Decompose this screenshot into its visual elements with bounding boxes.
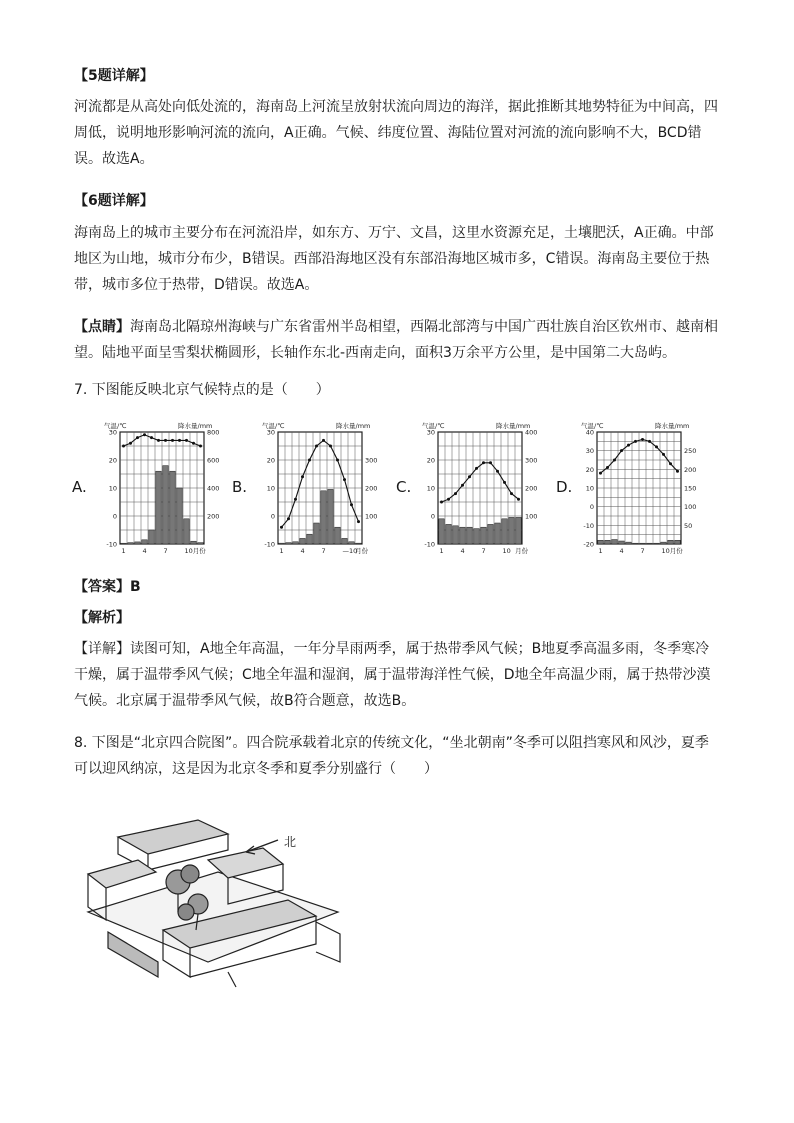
precip-bar xyxy=(640,543,645,544)
precip-bar xyxy=(121,543,126,544)
precip-tick: 800 xyxy=(207,428,220,437)
temp-tick: 30 xyxy=(585,447,594,456)
precip-bar xyxy=(177,488,182,544)
precip-tick: 100 xyxy=(684,503,697,512)
precip-bar xyxy=(619,541,624,544)
temp-tick: 10 xyxy=(426,484,435,493)
temperature-point xyxy=(350,503,353,506)
temp-tick: 30 xyxy=(108,428,117,437)
temp-tick: 10 xyxy=(266,484,275,493)
option-b-label: B. xyxy=(232,478,248,496)
temp-axis-label: 气温/℃ xyxy=(104,422,127,430)
climate-chart-a xyxy=(100,418,230,558)
precip-bar xyxy=(612,540,617,544)
x-tick: 月份 xyxy=(515,547,529,555)
x-tick: 10月份 xyxy=(184,547,206,555)
option-d-label: D. xyxy=(556,478,573,496)
precip-bar xyxy=(149,530,154,544)
precip-bar xyxy=(605,540,610,544)
temperature-point xyxy=(164,439,167,442)
temp-tick: -10 xyxy=(106,540,117,549)
temp-tick: 0 xyxy=(430,512,435,521)
precip-bar xyxy=(647,543,652,544)
x-tick: 1 xyxy=(279,547,284,555)
temperature-point xyxy=(199,445,202,448)
x-tick: 4 xyxy=(619,547,624,555)
precip-bar xyxy=(516,517,521,544)
x-tick: 1 xyxy=(121,547,126,555)
temperature-point xyxy=(185,439,188,442)
temperature-point xyxy=(280,526,283,529)
temperature-point xyxy=(468,475,471,478)
precip-bar xyxy=(191,541,196,544)
temperature-point xyxy=(171,439,174,442)
x-tick: 10 xyxy=(502,547,511,555)
precip-bar xyxy=(502,519,507,544)
temperature-point xyxy=(287,517,290,520)
x-tick: —10 xyxy=(342,547,358,555)
temp-tick: 30 xyxy=(426,428,435,437)
temperature-point xyxy=(322,439,325,442)
precip-bar xyxy=(128,543,133,544)
temp-tick: 20 xyxy=(585,465,594,474)
precip-bar xyxy=(135,542,140,544)
temp-axis-label: 气温/℃ xyxy=(422,422,445,430)
precip-bar xyxy=(633,543,638,544)
precip-bar xyxy=(446,524,451,544)
precip-tick: 400 xyxy=(207,484,220,493)
temperature-point xyxy=(308,459,311,462)
temperature-point xyxy=(136,436,139,439)
temperature-point xyxy=(655,445,658,448)
temp-tick: 20 xyxy=(108,456,117,465)
temp-axis-label: 气温/℃ xyxy=(262,422,285,430)
temperature-point xyxy=(648,440,651,443)
precip-tick: 150 xyxy=(684,484,697,493)
question-7-stem: 7. 下图能反映北京气候特点的是（ ） xyxy=(74,382,330,398)
dianjing-text: 海南岛北隔琼州海峡与广东省雷州半岛相望，西隔北部湾与中国广西壮族自治区钦州市、越南相望。陆地平面呈雪梨状椭圆形，长轴作东北-西南走向，面积3万余平方公里，是中国第二大岛屿。 xyxy=(74,319,718,361)
temperature-point xyxy=(606,466,609,469)
precip-tick: 400 xyxy=(525,428,538,437)
precip-bar xyxy=(307,534,312,544)
temperature-point xyxy=(517,498,520,501)
option-a-label: A. xyxy=(72,478,87,496)
precip-bar xyxy=(460,527,465,544)
x-tick: 7 xyxy=(321,547,326,555)
climate-chart-c xyxy=(418,418,548,558)
precip-bar xyxy=(321,491,326,544)
temperature-point xyxy=(662,453,665,456)
temperature-point xyxy=(447,498,450,501)
precip-bar xyxy=(453,526,458,544)
temperature-point xyxy=(496,470,499,473)
temperature-point xyxy=(294,498,297,501)
precip-bar xyxy=(439,519,444,544)
precip-bar xyxy=(474,529,479,544)
climate-chart-d xyxy=(577,418,707,558)
x-tick: 7 xyxy=(481,547,486,555)
temperature-point xyxy=(178,439,181,442)
x-tick: 1 xyxy=(598,547,603,555)
precip-bar xyxy=(488,524,493,544)
x-tick: 7 xyxy=(163,547,168,555)
temperature-point xyxy=(440,501,443,504)
precip-axis-label: 降水量/mm xyxy=(655,422,690,430)
precip-bar xyxy=(328,489,333,544)
precip-bar xyxy=(156,471,161,544)
temperature-point xyxy=(634,440,637,443)
temperature-point xyxy=(461,484,464,487)
precip-tick: 600 xyxy=(207,456,220,465)
north-label: 北 xyxy=(284,835,297,849)
temperature-point xyxy=(620,449,623,452)
temperature-point xyxy=(489,461,492,464)
precip-bar xyxy=(286,543,291,544)
temp-tick: 40 xyxy=(585,428,594,437)
precip-tick: 200 xyxy=(684,465,697,474)
precip-bar xyxy=(668,540,673,544)
analysis-7-label: 【解析】 xyxy=(74,610,130,626)
precip-tick: 100 xyxy=(365,512,378,521)
precip-bar xyxy=(654,543,659,544)
temp-tick: 0 xyxy=(270,512,275,521)
precip-bar xyxy=(467,527,472,544)
temp-tick: 10 xyxy=(585,484,594,493)
temperature-point xyxy=(150,436,153,439)
temperature-point xyxy=(329,445,332,448)
answer-7: 【答案】B xyxy=(74,579,141,595)
temp-tick: 20 xyxy=(426,456,435,465)
precip-bar xyxy=(342,538,347,544)
x-tick: 7 xyxy=(640,547,645,555)
precip-axis-label: 降水量/mm xyxy=(496,422,531,430)
section-6-header: 【6题详解】 xyxy=(74,193,154,209)
precip-bar xyxy=(184,519,189,544)
temp-tick: 0 xyxy=(112,512,117,521)
precip-bar xyxy=(335,527,340,544)
precip-tick: 100 xyxy=(525,512,538,521)
temperature-point xyxy=(599,472,602,475)
section-6-text: 海南岛上的城市主要分布在河流沿岸，如东方、万宁、文昌，这里水资源充足，土壤肥沃，A正确。中部地区为山地，城市分布少，B错误。西部沿海地区没有东部沿海地区城市多，C错误。海南岛主要位于热带，城市多位于热带，D错误。故选A。 xyxy=(74,225,714,293)
temperature-point xyxy=(122,445,125,448)
temp-tick: -10 xyxy=(424,540,435,549)
precip-tick: 200 xyxy=(207,512,220,521)
precip-bar xyxy=(314,523,319,544)
temperature-point xyxy=(143,433,146,436)
precip-bar xyxy=(293,542,298,544)
x-tick: 月份 xyxy=(355,547,369,555)
precip-bar xyxy=(142,540,147,544)
temperature-point xyxy=(503,481,506,484)
dianjing-block xyxy=(74,314,722,366)
temperature-point xyxy=(336,459,339,462)
precip-bar xyxy=(509,517,514,544)
x-tick: 1 xyxy=(439,547,444,555)
section-5-text: 河流都是从高处向低处流的，海南岛上河流呈放射状流向周边的海洋，据此推断其地势特征为中间高，四周低，说明地形影响河流的流向，A正确。气候、纬度位置、海陆位置对河流的流向影响不大，BCD错误。故选A。 xyxy=(74,99,718,167)
temperature-point xyxy=(627,444,630,447)
precip-tick: 200 xyxy=(365,484,378,493)
temp-tick: 30 xyxy=(266,428,275,437)
precip-tick: 300 xyxy=(525,456,538,465)
temp-tick: 0 xyxy=(589,503,594,512)
temp-tick: 20 xyxy=(266,456,275,465)
precip-tick: 300 xyxy=(365,456,378,465)
precip-bar xyxy=(349,542,354,544)
temp-tick: -10 xyxy=(583,521,594,530)
temp-tick: 10 xyxy=(108,484,117,493)
precip-tick: 50 xyxy=(684,521,693,530)
temperature-point xyxy=(343,478,346,481)
temperature-point xyxy=(676,470,679,473)
temperature-point xyxy=(129,442,132,445)
precip-bar xyxy=(163,466,168,544)
precip-bar xyxy=(279,543,284,544)
dianjing-label: 【点睛】 xyxy=(74,319,130,335)
temp-tick: -10 xyxy=(264,540,275,549)
temperature-point xyxy=(157,439,160,442)
temperature-point xyxy=(669,462,672,465)
temperature-point xyxy=(475,467,478,470)
temperature-point xyxy=(454,492,457,495)
precip-bar xyxy=(598,540,603,544)
precip-bar xyxy=(675,540,680,544)
detail-7-text: 【详解】读图可知，A地全年高温，一年分旱雨两季，属于热带季风气候；B地夏季高温多雨，冬季寒冷干燥，属于温带季风气候；C地全年温和湿润，属于温带海洋性气候，D地全年高温少雨，属于热带沙漠气候。北京属于温带季风气候，故B符合题意，故选B。 xyxy=(74,641,711,709)
precip-bar xyxy=(661,542,666,544)
precip-bar xyxy=(198,543,203,544)
x-tick: 4 xyxy=(142,547,147,555)
precip-bar xyxy=(626,542,631,544)
x-tick: 10月份 xyxy=(661,547,683,555)
temperature-point xyxy=(482,461,485,464)
temperature-point xyxy=(357,520,360,523)
climate-chart-b xyxy=(258,418,388,558)
section-5-header: 【5题详解】 xyxy=(74,68,154,84)
precip-bar xyxy=(300,538,305,544)
siheyuan-illustration xyxy=(78,812,348,992)
x-tick: 4 xyxy=(300,547,305,555)
precip-axis-label: 降水量/mm xyxy=(178,422,213,430)
temperature-point xyxy=(613,459,616,462)
precip-tick: 200 xyxy=(525,484,538,493)
question-8-stem: 8. 下图是“北京四合院图”。四合院承载着北京的传统文化，“坐北朝南”冬季可以阻挡寒风和风沙，夏季可以迎风纳凉，这是因为北京冬季和夏季分别盛行（ ） xyxy=(74,735,709,777)
x-tick: 4 xyxy=(460,547,465,555)
temperature-point xyxy=(315,445,318,448)
option-c-label: C. xyxy=(396,478,412,496)
precip-bar xyxy=(495,523,500,544)
precip-bar xyxy=(170,471,175,544)
precip-axis-label: 降水量/mm xyxy=(336,422,371,430)
temperature-point xyxy=(301,475,304,478)
temperature-point xyxy=(192,442,195,445)
precip-bar xyxy=(481,527,486,544)
temp-tick: -20 xyxy=(583,540,594,549)
temperature-point xyxy=(641,438,644,441)
precip-bar xyxy=(356,543,361,544)
temperature-point xyxy=(510,492,513,495)
temp-axis-label: 气温/℃ xyxy=(581,422,604,430)
precip-tick: 250 xyxy=(684,447,697,456)
